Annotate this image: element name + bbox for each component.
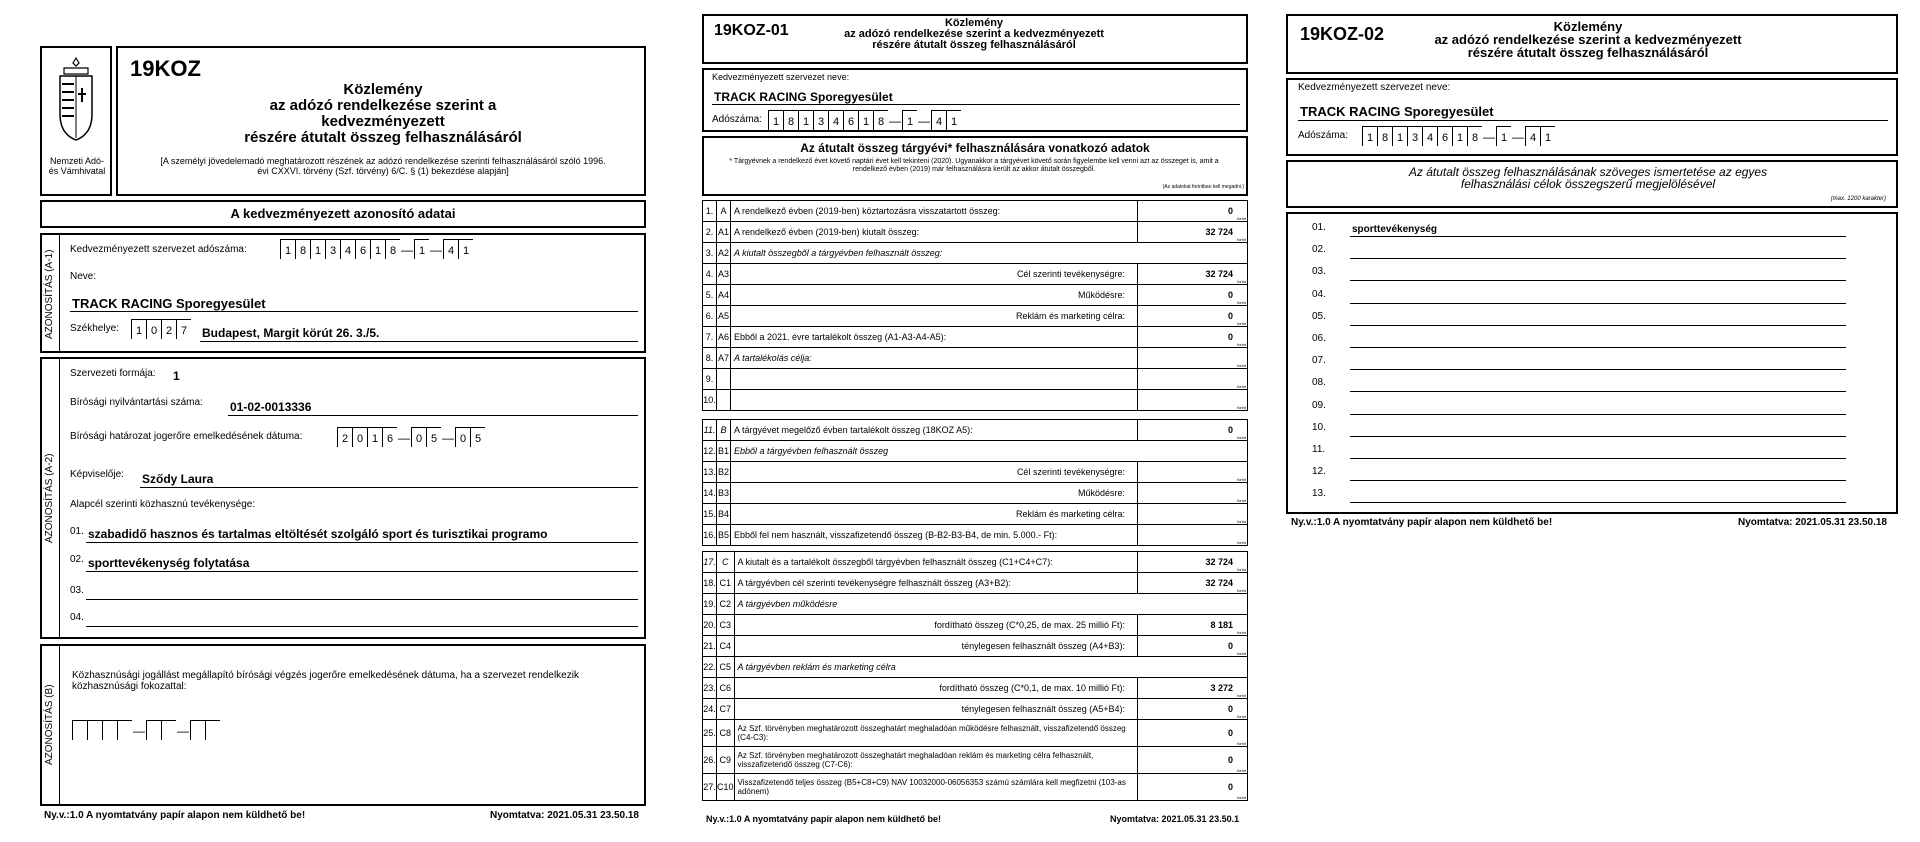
row-label: Reklám és marketing célra: bbox=[731, 306, 1138, 327]
activity-text: szabadidő hasznos és tartalmas eltöltését szolgáló sport és turisztikai programo bbox=[88, 527, 548, 541]
row-number: 24. bbox=[703, 699, 717, 720]
p3-desc-title: Az átutalt összeg felhasználásának szöveges ismertetése az egyes felhasználási célok összegszerű megjelölésével bbox=[1408, 165, 1768, 191]
table-row bbox=[703, 390, 1248, 411]
row-number: 21. bbox=[703, 636, 717, 657]
zip-digits: 1 0 2 7 bbox=[131, 319, 191, 339]
p2-org-name: TRACK RACING Sporegyesület bbox=[714, 90, 893, 104]
p2-form-code: 19KOZ-01 bbox=[714, 22, 789, 39]
currency-label: forint bbox=[1237, 279, 1246, 284]
row-label: Működésre: bbox=[731, 483, 1138, 504]
row-number: 7. bbox=[703, 327, 717, 348]
currency-label: forint bbox=[1237, 321, 1246, 326]
row-code: C10 bbox=[717, 774, 735, 801]
row-value[interactable] bbox=[1138, 615, 1248, 636]
law-note: [A személyi jövedelemadó meghatározott részének az adózó rendelkezése szerinti felhasználásáról szóló 1996. évi CXXVI. törvény (Szf. törvény) 6/C. § (1) bekezdése alapján] bbox=[160, 156, 606, 176]
p2-section-note2: (Az adatokat forintban kell megadni.) bbox=[1162, 184, 1244, 190]
activity-num: 02. bbox=[70, 554, 84, 565]
court-reg-label: Bírósági nyilvántartási száma: bbox=[70, 397, 203, 408]
b-label: AZONOSÍTÁS (B) bbox=[44, 684, 55, 766]
p2-section-note: * Tárgyévnek a rendelkező évet követő naptári évet kell tekinteni (2020). Ugyanakkor a tárgyévet követő során figyelembe kell venni azt az összeget is, amit a rendelkező évben (2019) már felhasználásra került az akkor átutalt összegből. bbox=[729, 158, 1219, 173]
currency-label: forint bbox=[1237, 216, 1246, 221]
p3-footer-left: Ny.v.:1.0 A nyomtatvány papír alapon nem küldhető be! bbox=[1291, 517, 1553, 528]
row-code: C5 bbox=[717, 657, 735, 678]
row-code: C7 bbox=[717, 699, 735, 720]
p3-taxnum-label: Adószáma: bbox=[1298, 130, 1349, 141]
currency-label: forint bbox=[1237, 498, 1246, 503]
row-label: Az Szf. törvényben meghatározott összeghatárt meghaladóan működésre felhasznált, visszafizetendő összeg (C4-C3): bbox=[734, 720, 1137, 747]
value-text: 0 bbox=[1227, 311, 1233, 321]
row-value[interactable] bbox=[1138, 525, 1248, 546]
row-number: 27. bbox=[703, 774, 717, 801]
value-text: 8 181 bbox=[1210, 620, 1233, 630]
p3-lines-box bbox=[1286, 212, 1898, 514]
p2-org-name-label: Kedvezményezett szervezet neve: bbox=[712, 72, 850, 82]
p3-desc-box bbox=[1286, 160, 1898, 208]
court-reg-value: 01-02-0013336 bbox=[230, 400, 312, 414]
currency-label: forint bbox=[1237, 300, 1246, 305]
row-label: A tartalékolás célja: bbox=[731, 348, 1138, 369]
p3-footer-right: Nyomtatva: 2021.05.31 23.50.18 bbox=[1738, 517, 1887, 528]
row-number: 10. bbox=[703, 390, 717, 411]
line-number: 03. bbox=[1312, 266, 1326, 278]
row-label: A tárgyévet megelőző évben tartalékolt összeg (18KOZ A5): bbox=[731, 420, 1138, 441]
value-text: 32 724 bbox=[1205, 557, 1233, 567]
activity-num: 04. bbox=[70, 612, 84, 623]
row-value[interactable] bbox=[1138, 222, 1248, 243]
row-code: B2 bbox=[717, 462, 731, 483]
row-value[interactable] bbox=[1138, 636, 1248, 657]
table-row bbox=[703, 264, 1248, 285]
p2-section-box bbox=[702, 136, 1248, 196]
currency-label: forint bbox=[1237, 693, 1246, 698]
rep-value: Sződy Laura bbox=[142, 472, 214, 486]
table-row bbox=[703, 636, 1248, 657]
row-code: A1 bbox=[717, 222, 731, 243]
currency-label: forint bbox=[1237, 237, 1246, 242]
value-text: 0 bbox=[1227, 425, 1233, 435]
table-row bbox=[703, 699, 1248, 720]
row-value[interactable] bbox=[1138, 306, 1248, 327]
row-label: A tárgyévben reklám és marketing célra bbox=[734, 657, 1247, 678]
line-number: 02. bbox=[1312, 244, 1326, 256]
row-code: A7 bbox=[717, 348, 731, 369]
row-code: B5 bbox=[717, 525, 731, 546]
value-text: 0 bbox=[1227, 704, 1233, 714]
rep-label: Képviselője: bbox=[70, 469, 124, 480]
row-label bbox=[731, 390, 1138, 411]
line-number: 11. bbox=[1312, 444, 1326, 455]
row-number: 17. bbox=[703, 552, 717, 573]
title-box bbox=[116, 46, 646, 196]
p3-taxnum-digits: 1 8 1 3 4 6 1 8 — 1 — 4 1 bbox=[1362, 126, 1555, 148]
a1-label: AZONOSÍTÁS (A-1) bbox=[44, 249, 55, 339]
table-c bbox=[702, 551, 1248, 801]
row-label: Működésre: bbox=[731, 285, 1138, 306]
value-text: 32 724 bbox=[1205, 227, 1233, 237]
row-number: 22. bbox=[703, 657, 717, 678]
org-form-value: 1 bbox=[173, 369, 180, 383]
line-number: 13. bbox=[1312, 488, 1326, 500]
table-a bbox=[702, 200, 1248, 411]
table-row bbox=[703, 615, 1248, 636]
row-code: B4 bbox=[717, 504, 731, 525]
row-number: 6. bbox=[703, 306, 717, 327]
a2-label: AZONOSÍTÁS (A-2) bbox=[44, 453, 55, 543]
currency-label: forint bbox=[1237, 795, 1246, 800]
row-label: ténylegesen felhasznált összeg (A4+B3): bbox=[734, 636, 1137, 657]
row-number: 1. bbox=[703, 201, 717, 222]
p2-taxnum-label: Adószáma: bbox=[712, 114, 763, 125]
p3-desc-note: (max. 1200 karakter) bbox=[1830, 196, 1886, 202]
table-row bbox=[703, 222, 1248, 243]
row-code: A bbox=[717, 201, 731, 222]
table-row bbox=[703, 525, 1248, 546]
row-code: C4 bbox=[717, 636, 735, 657]
line-number: 12. bbox=[1312, 466, 1326, 478]
row-code: C9 bbox=[717, 747, 735, 774]
agency-name: Nemzeti Adó- és Vámhivatal bbox=[48, 156, 106, 176]
footer-right: Nyomtatva: 2021.05.31 23.50.18 bbox=[490, 810, 639, 821]
line-number: 05. bbox=[1312, 310, 1326, 322]
value-text: 32 724 bbox=[1205, 578, 1233, 588]
coat-of-arms-icon bbox=[54, 54, 98, 146]
activity-num: 03. bbox=[70, 585, 84, 596]
line-number: 08. bbox=[1312, 377, 1326, 389]
table-row bbox=[703, 747, 1248, 774]
row-number: 18. bbox=[703, 573, 717, 594]
table-row bbox=[703, 594, 1248, 615]
org-name: TRACK RACING Sporegyesület bbox=[72, 296, 266, 311]
row-value[interactable] bbox=[1138, 678, 1248, 699]
row-value[interactable] bbox=[1138, 462, 1248, 483]
row-label: Reklám és marketing célra: bbox=[731, 504, 1138, 525]
row-value[interactable] bbox=[1138, 573, 1248, 594]
logo-box bbox=[40, 46, 112, 196]
row-value[interactable] bbox=[1138, 720, 1248, 747]
row-value[interactable] bbox=[1138, 504, 1248, 525]
row-number: 16. bbox=[703, 525, 717, 546]
row-label: Ebből fel nem használt, visszafizetendő összeg (B-B2-B3-B4, de min. 5.000.- Ft): bbox=[731, 525, 1138, 546]
form-code: 19KOZ bbox=[130, 56, 201, 81]
row-label: Cél szerinti tevékenységre: bbox=[731, 264, 1138, 285]
table-row bbox=[703, 306, 1248, 327]
row-value[interactable] bbox=[1138, 285, 1248, 306]
p2-title-box bbox=[702, 14, 1248, 64]
table-row bbox=[703, 573, 1248, 594]
row-number: 25. bbox=[703, 720, 717, 747]
row-code: C6 bbox=[717, 678, 735, 699]
line-text[interactable]: sporttevékenység bbox=[1352, 224, 1438, 235]
row-label: Ebből a 2021. évre tartalékolt összeg (A1-A3-A4-A5): bbox=[731, 327, 1138, 348]
currency-label: forint bbox=[1237, 384, 1246, 389]
row-label: A tárgyévben cél szerinti tevékenységre felhasznált összeg (A3+B2): bbox=[734, 573, 1137, 594]
row-code: B1 bbox=[717, 441, 731, 462]
currency-label: forint bbox=[1237, 741, 1246, 746]
table-row bbox=[703, 774, 1248, 801]
line-number: 04. bbox=[1312, 288, 1326, 300]
table-b bbox=[702, 419, 1248, 546]
section-a1 bbox=[40, 233, 646, 353]
row-value[interactable] bbox=[1138, 348, 1248, 369]
row-code: C2 bbox=[717, 594, 735, 615]
p2-taxnum-digits: 1 8 1 3 4 6 1 8 — 1 — 4 1 bbox=[768, 110, 961, 132]
row-value[interactable] bbox=[1138, 327, 1248, 348]
court-date-label: Bírósági határozat jogerőre emelkedésének dátuma: bbox=[70, 431, 303, 442]
p2-section-title: Az átutalt összeg tárgyévi* felhasználására vonatkozó adatok bbox=[800, 141, 1150, 155]
table-row bbox=[703, 441, 1248, 462]
currency-label: forint bbox=[1237, 651, 1246, 656]
row-label: fordítható összeg (C*0,1, de max. 10 millió Ft): bbox=[734, 678, 1137, 699]
row-label: A tárgyévben működésre bbox=[734, 594, 1247, 615]
row-code: C1 bbox=[717, 573, 735, 594]
row-label: Cél szerinti tevékenységre: bbox=[731, 462, 1138, 483]
row-code: C3 bbox=[717, 615, 735, 636]
row-label: A kiutalt és a tartalékolt összegből tárgyévben felhasznált összeg (C1+C4+C7): bbox=[734, 552, 1137, 573]
line-number: 01. bbox=[1312, 222, 1326, 233]
row-label: A rendelkező évben (2019-ben) köztartozásra visszatartott összeg: bbox=[731, 201, 1138, 222]
p2-form-title: Közlemény az adózó rendelkezése szerint a kedvezményezett részére átutalt összeg felhasználásáról bbox=[844, 17, 1104, 51]
row-value[interactable] bbox=[1138, 264, 1248, 285]
row-label: Visszafizetendő teljes összeg (B5+C8+C9) NAV 10032000-06056353 számú számlára kell megfizetni (103-as adónem) bbox=[734, 774, 1137, 801]
row-value[interactable] bbox=[1138, 369, 1248, 390]
row-label: ténylegesen felhasznált összeg (A5+B4): bbox=[734, 699, 1137, 720]
b-text: Közhasznúsági jogállást megállapító bírósági végzés jogerőre emelkedésének dátuma, ha a szervezet rendelkezik közhasznúsági fokozattal: bbox=[72, 670, 579, 692]
row-code: A2 bbox=[717, 243, 731, 264]
table-row bbox=[703, 462, 1248, 483]
currency-label: forint bbox=[1237, 714, 1246, 719]
row-number: 13. bbox=[703, 462, 717, 483]
row-number: 19. bbox=[703, 594, 717, 615]
activity-label: Alapcél szerinti közhasznú tevékenysége: bbox=[70, 499, 256, 510]
table-row bbox=[703, 483, 1248, 504]
value-text: 0 bbox=[1227, 728, 1233, 738]
table-row bbox=[703, 720, 1248, 747]
row-number: 23. bbox=[703, 678, 717, 699]
row-value[interactable] bbox=[1138, 420, 1248, 441]
row-code bbox=[717, 390, 731, 411]
row-label: A rendelkező évben (2019-ben) kiutalt összeg: bbox=[731, 222, 1138, 243]
taxnum-digits: 1 8 1 3 4 6 1 8 — 1 — 4 1 bbox=[280, 239, 473, 261]
currency-label: forint bbox=[1237, 435, 1246, 440]
row-label: A kiutalt összegből a tárgyévben felhasznált összeg: bbox=[731, 243, 1248, 264]
table-row bbox=[703, 657, 1248, 678]
value-text: 0 bbox=[1227, 290, 1233, 300]
currency-label: forint bbox=[1237, 477, 1246, 482]
court-date-digits: 2 0 1 6 — 0 5 — 0 5 bbox=[337, 427, 485, 449]
currency-label: forint bbox=[1237, 768, 1246, 773]
currency-label: forint bbox=[1237, 567, 1246, 572]
row-number: 3. bbox=[703, 243, 717, 264]
row-code: A5 bbox=[717, 306, 731, 327]
currency-label: forint bbox=[1237, 363, 1246, 368]
p2-footer-right: Nyomtatva: 2021.05.31 23.50.1 bbox=[1110, 814, 1240, 824]
table-row bbox=[703, 201, 1248, 222]
p3-title-box bbox=[1286, 14, 1898, 74]
row-number: 11. bbox=[703, 420, 717, 441]
table-row bbox=[703, 504, 1248, 525]
currency-label: forint bbox=[1237, 519, 1246, 524]
currency-label: forint bbox=[1237, 630, 1246, 635]
line-number: 07. bbox=[1312, 355, 1326, 367]
row-number: 15. bbox=[703, 504, 717, 525]
row-label: Az Szf. törvényben meghatározott összeghatárt meghaladóan reklám és marketing célra felhasznált, visszafizetendő összeg (C7-C6): bbox=[734, 747, 1137, 774]
table-row bbox=[703, 285, 1248, 306]
currency-label: forint bbox=[1237, 405, 1246, 410]
taxnum-label: Kedvezményezett szervezet adószáma: bbox=[70, 244, 247, 255]
currency-label: forint bbox=[1237, 588, 1246, 593]
value-text: 0 bbox=[1227, 641, 1233, 651]
row-number: 2. bbox=[703, 222, 717, 243]
footer-left: Ny.v.:1.0 A nyomtatvány papír alapon nem küldhető be! bbox=[44, 810, 306, 821]
row-number: 12. bbox=[703, 441, 717, 462]
table-row bbox=[703, 420, 1248, 441]
row-label bbox=[731, 369, 1138, 390]
row-code: C bbox=[717, 552, 735, 573]
row-number: 8. bbox=[703, 348, 717, 369]
line-number: 10. bbox=[1312, 421, 1326, 433]
line-number: 06. bbox=[1312, 333, 1326, 344]
table-row bbox=[703, 348, 1248, 369]
row-label: Ebből a tárgyévben felhasznált összeg bbox=[731, 441, 1248, 462]
table-row bbox=[703, 369, 1248, 390]
row-value[interactable] bbox=[1138, 390, 1248, 411]
row-code: A3 bbox=[717, 264, 731, 285]
p3-form-code: 19KOZ-02 bbox=[1300, 24, 1385, 44]
org-form-label: Szervezeti formája: bbox=[70, 368, 156, 379]
row-value[interactable] bbox=[1138, 483, 1248, 504]
row-value[interactable] bbox=[1138, 201, 1248, 222]
row-value[interactable] bbox=[1138, 774, 1248, 801]
section-title: A kedvezményezett azonosító adatai bbox=[40, 200, 646, 228]
value-text: 32 724 bbox=[1205, 269, 1233, 279]
row-code bbox=[717, 369, 731, 390]
row-number: 5. bbox=[703, 285, 717, 306]
seat-label: Székhelye: bbox=[70, 323, 119, 334]
value-text: 0 bbox=[1227, 755, 1233, 765]
row-number: 14. bbox=[703, 483, 717, 504]
currency-label: forint bbox=[1237, 342, 1246, 347]
row-value[interactable] bbox=[1138, 747, 1248, 774]
row-number: 4. bbox=[703, 264, 717, 285]
row-label: fordítható összeg (C*0,25, de max. 25 millió Ft): bbox=[734, 615, 1137, 636]
table-row bbox=[703, 678, 1248, 699]
section-a2 bbox=[40, 357, 646, 639]
row-code: A4 bbox=[717, 285, 731, 306]
row-value[interactable] bbox=[1138, 552, 1248, 573]
p3-org-name: TRACK RACING Sporegyesület bbox=[1300, 104, 1494, 119]
value-text: 3 272 bbox=[1210, 683, 1233, 693]
value-text: 0 bbox=[1227, 206, 1233, 216]
activity-num: 01. bbox=[70, 526, 84, 537]
row-value[interactable] bbox=[1138, 699, 1248, 720]
p2-org-box bbox=[702, 68, 1248, 132]
p3-org-box bbox=[1286, 78, 1898, 156]
p3-org-name-label: Kedvezményezett szervezet neve: bbox=[1298, 82, 1451, 93]
line-number: 09. bbox=[1312, 399, 1326, 411]
name-label: Neve: bbox=[70, 271, 97, 282]
row-code: A6 bbox=[717, 327, 731, 348]
table-row bbox=[703, 552, 1248, 573]
row-code: C8 bbox=[717, 720, 735, 747]
table-row bbox=[703, 243, 1248, 264]
row-number: 9. bbox=[703, 369, 717, 390]
row-code: B3 bbox=[717, 483, 731, 504]
activity-text: sporttevékenység folytatása bbox=[88, 556, 250, 570]
p2-footer-left: Ny.v.:1.0 A nyomtatvány papír alapon nem küldhető be! bbox=[706, 814, 942, 824]
b-date-digits: — — bbox=[72, 720, 220, 745]
table-row bbox=[703, 327, 1248, 348]
row-number: 26. bbox=[703, 747, 717, 774]
p3-form-title: Közlemény az adózó rendelkezése szerint a kedvezményezett részére átutalt összeg felhasználásáról bbox=[1434, 19, 1742, 60]
currency-label: forint bbox=[1237, 540, 1246, 545]
row-code: B bbox=[717, 420, 731, 441]
value-text: 0 bbox=[1227, 332, 1233, 342]
form-title: Közlemény az adózó rendelkezése szerint a kedvezményezett részére átutalt összeg felhasználásáról bbox=[244, 81, 522, 146]
address: Budapest, Margit körút 26. 3./5. bbox=[202, 326, 380, 340]
value-text: 0 bbox=[1227, 782, 1233, 792]
row-number: 20. bbox=[703, 615, 717, 636]
section-b bbox=[40, 644, 646, 806]
